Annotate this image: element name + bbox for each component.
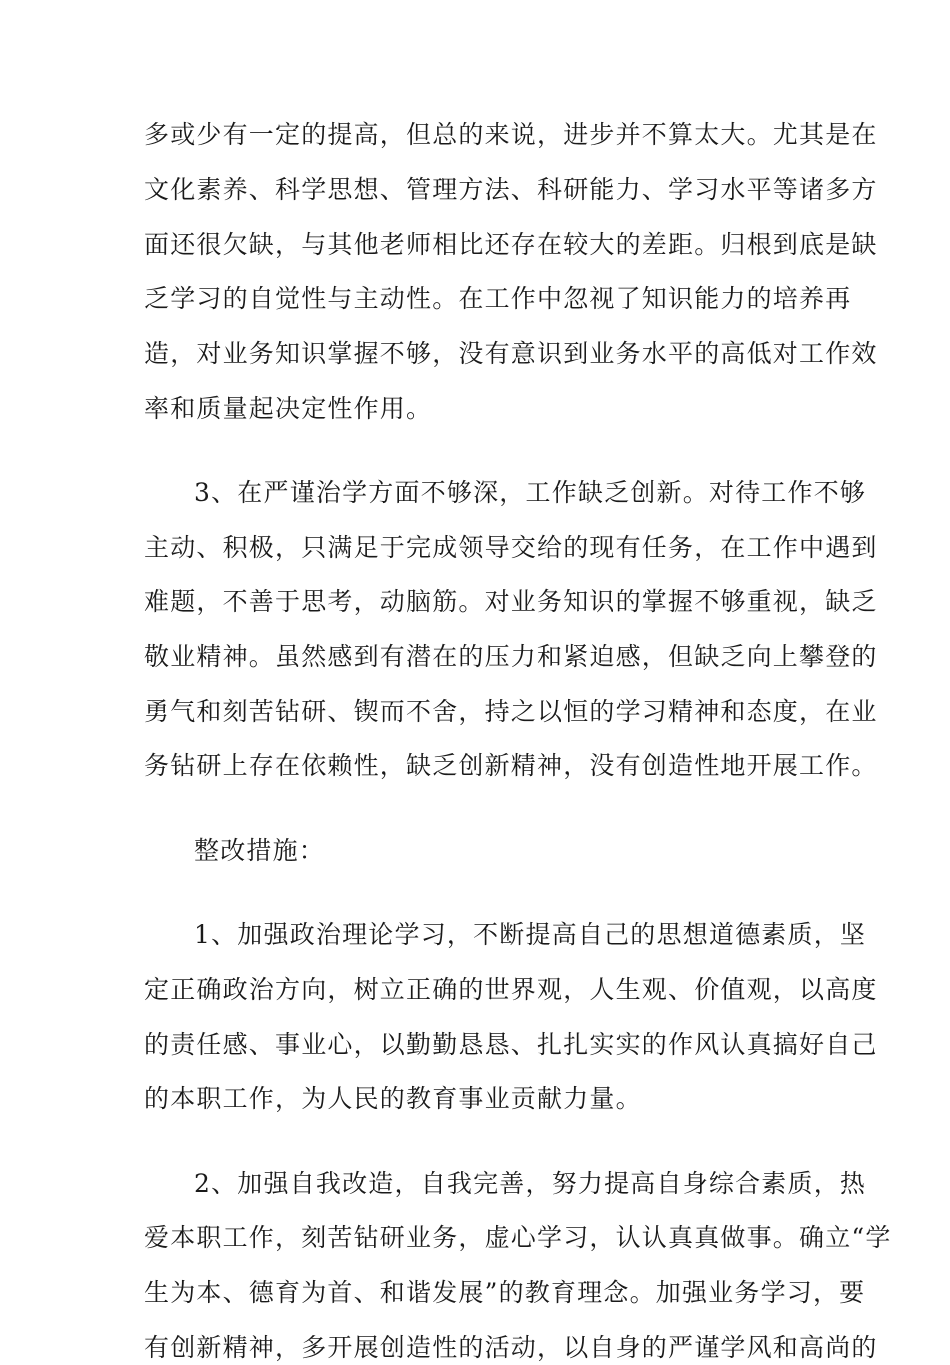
text-line: 定正确政治方向，树立正确的世界观，人生观、价值观，以高度 [144, 975, 878, 1004]
text-line: 多或少有一定的提高，但总的来说，进步并不算太大。尤其是在 [144, 120, 878, 149]
text-line: 的本职工作，为人民的教育事业贡献力量。 [144, 1084, 642, 1113]
measure-2-first-line: 2、加强自我改造，自我完善，努力提高自身综合素质，热 [194, 1169, 867, 1198]
text-line: 主动、积极，只满足于完成领导交给的现有任务，在工作中遇到 [144, 533, 878, 562]
measure-1-first-line: 1、加强政治理论学习，不断提高自己的思想道德素质，坚 [194, 920, 867, 949]
text-line: 率和质量起决定性作用。 [144, 394, 433, 423]
text-line: 乏学习的自觉性与主动性。在工作中忽视了知识能力的培养再 [144, 284, 852, 313]
text-line: 敬业精神。虽然感到有潜在的压力和紧迫感，但缺乏向上攀登的 [144, 642, 878, 671]
text-line: 难题，不善于思考，动脑筋。对业务知识的掌握不够重视，缺乏 [144, 587, 878, 616]
text-line: 有创新精神，多开展创造性的活动，以自身的严谨学风和高尚的 [144, 1333, 878, 1362]
text-line: 务钻研上存在依赖性，缺乏创新精神，没有创造性地开展工作。 [144, 751, 878, 780]
paragraph-3-first-line: 3、在严谨治学方面不够深，工作缺乏创新。对待工作不够 [194, 478, 867, 507]
text-line: 生为本、德育为首、和谐发展”的教育理念。加强业务学习，要 [144, 1278, 866, 1307]
text-line: 的责任感、事业心，以勤勤恳恳、扎扎实实的作风认真搞好自己 [144, 1030, 878, 1059]
text-line: 造，对业务知识掌握不够，没有意识到业务水平的高低对工作效 [144, 339, 878, 368]
text-line: 勇气和刻苦钻研、锲而不舍，持之以恒的学习精神和态度，在业 [144, 697, 878, 726]
section-heading: 整改措施： [194, 836, 326, 865]
text-line: 文化素养、科学思想、管理方法、科研能力、学习水平等诸多方 [144, 175, 878, 204]
text-line: 面还很欠缺，与其他老师相比还存在较大的差距。归根到底是缺 [144, 230, 878, 259]
text-line: 爱本职工作，刻苦钻研业务，虚心学习，认认真真做事。确立“学 [144, 1223, 892, 1252]
